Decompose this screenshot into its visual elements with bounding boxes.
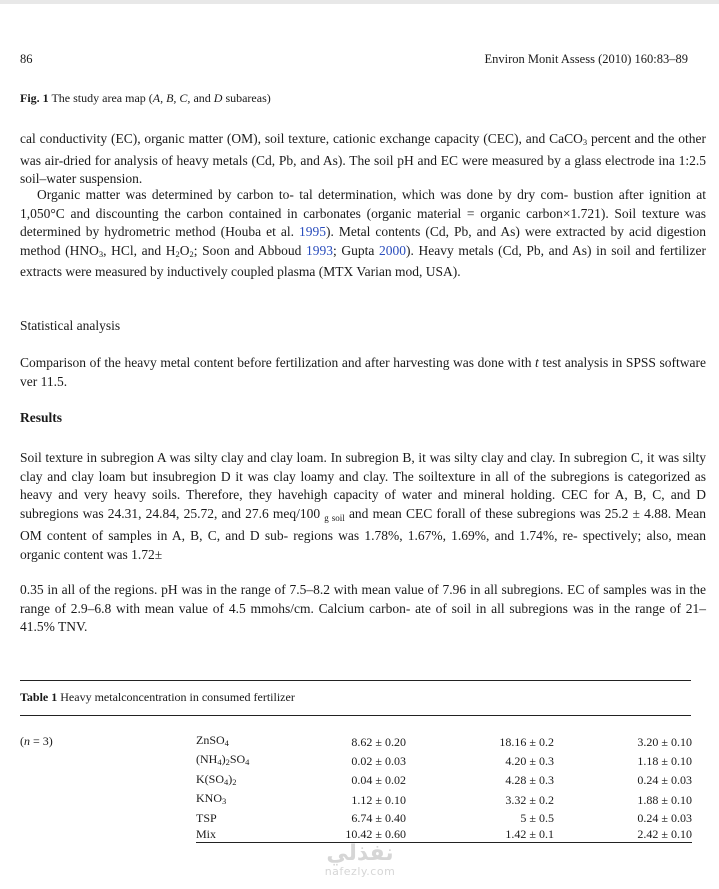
value-cell: 0.24 ± 0.03 [637,773,692,788]
figure-label: Fig. 1 [20,91,49,105]
journal-citation: Environ Monit Assess (2010) 160:83–89 [484,52,688,66]
value-cell: 18.16 ± 0.2 [499,734,554,749]
top-bar [0,0,719,4]
value-cell: 4.28 ± 0.3 [505,773,554,788]
table-row [196,790,692,809]
table-label: Table 1 [20,690,58,704]
table-row [196,826,692,843]
watermark-logo: نفذلي nafezly.com [324,841,396,878]
table-row [196,751,692,770]
paragraph-organic-matter: Organic matter was determined by carbon to- tal determination, which was done by dry com- bustion after ignition at 1,050°C and discounting the carbon contained in carbonates (organic material = organic carbon×1.721). Soil texture was determined by hydrometric method (Houba et al. 1995). Metal contents (Cd, Pb, and As) were extracted by acid digestion method ($HNO_3$, HCl, and $H_2O_2$; Soon and Abboud 1993; Gupta 2000). Heavy metals (Cd, Pb, and As) in soil and fertilizer extracts were measured by inductively coupled plasma (MTX Varian mod, USA). [20,187,706,280]
value-cell: 1.12 ± 0.10 [351,792,406,807]
table-row [196,810,692,826]
section-heading-statistical-analysis: Statistical analysis [20,318,121,333]
value-cell: 0.02 ± 0.03 [351,753,406,768]
value-cell: 3.20 ± 0.10 [637,734,692,749]
value-cell: 6.74 ± 0.40 [351,810,406,825]
value-cell: 4.20 ± 0.3 [505,753,554,768]
compound-cell: $K(SO_4)_2$ [196,771,237,787]
value-cell: 1.88 ± 0.10 [637,792,692,807]
value-cell: 1.18 ± 0.10 [637,753,692,768]
compound-cell: $(NH_4)_2SO_4$ [196,752,250,768]
value-cell: 0.24 ± 0.03 [637,810,692,825]
figure-caption: Fig. 1 The study area map (A, B, C, and D subareas) [20,91,271,105]
value-cell: 8.62 ± 0.20 [351,734,406,749]
table-caption: Table 1 Heavy metalconcentration in consumed fertilizer [20,690,295,704]
table-row [196,732,692,751]
table-row [196,771,692,790]
table-header-rule [20,715,691,716]
reference-link[interactable]: 1995 [299,224,327,240]
sample-count-label: (n = 3) [20,734,53,748]
paragraph-results-continued: 0.35 in all of the regions. pH was in the range of 7.5–8.2 with mean value of 7.96 in all subregions. EC of samples was in the range of 2.9–6.8 with mean value of 4.5 mmohs/cm. Calcium carbon- ate of soil in all subregions was in the range of 21–41.5% TNV. [20,582,706,635]
value-cell: 0.04 ± 0.02 [351,773,406,788]
reference-link[interactable]: 1993 [305,242,333,258]
value-cell: 2.42 ± 0.10 [554,826,692,843]
compound-cell: $KNO_3$ [196,791,227,807]
compound-cell: TSP [196,810,217,825]
compound-cell: Mix [196,826,296,843]
value-cell: 1.42 ± 0.1 [406,826,554,843]
page-number: 86 [20,52,33,66]
value-cell: 5 ± 0.5 [520,810,554,825]
value-cell: 10.42 ± 0.60 [296,826,406,843]
paragraph-methods-intro: cal conductivity (EC), organic matter (OM), soil texture, cationic exchange capacity (CEC), and CaCO$_3$ percent and the other was air-dried for analysis of heavy metals (Cd, Pb, and As). The soil pH and EC were measured by a glass electrode ina 1:2.5 soil–water suspension. [20,131,706,187]
compound-cell: ZnSO$_4$ [196,733,229,748]
paragraph-statistics: Comparison of the heavy metal content before fertilization and after harvesting was done with t test analysis in SPSS software ver 11.5. [20,355,706,389]
table-top-rule [20,680,691,681]
section-heading-results: Results [20,410,63,425]
value-cell: 3.32 ± 0.2 [505,792,554,807]
fertilizer-metal-table [196,732,692,843]
paragraph-results: Soil texture in subregion A was silty clay and clay loam. In subregion B, it was silty clay and clay. In subregion C, it was silty clay and clay loam but insubregion D it was clay loamy and clay. The soiltexture in all of the subregions is categorized as heavy and very heavy soils. Therefore, they havehigh capacity of water and mineral holding. CEC for A, B, C, and D subregions was 24.31, 24.84, 25.72, and 27.6 meq/100 $_{g soil}$ and mean CEC forall of these subregions was 25.2 ± 4.88. Mean OM content of samples in A, B, C, and D sub- regions was 1.78%, 1.67%, 1.69%, and 1.74%, re- spectively; also, mean organic content was 1.72± [20,450,706,562]
reference-link[interactable]: 2000 [378,242,406,258]
